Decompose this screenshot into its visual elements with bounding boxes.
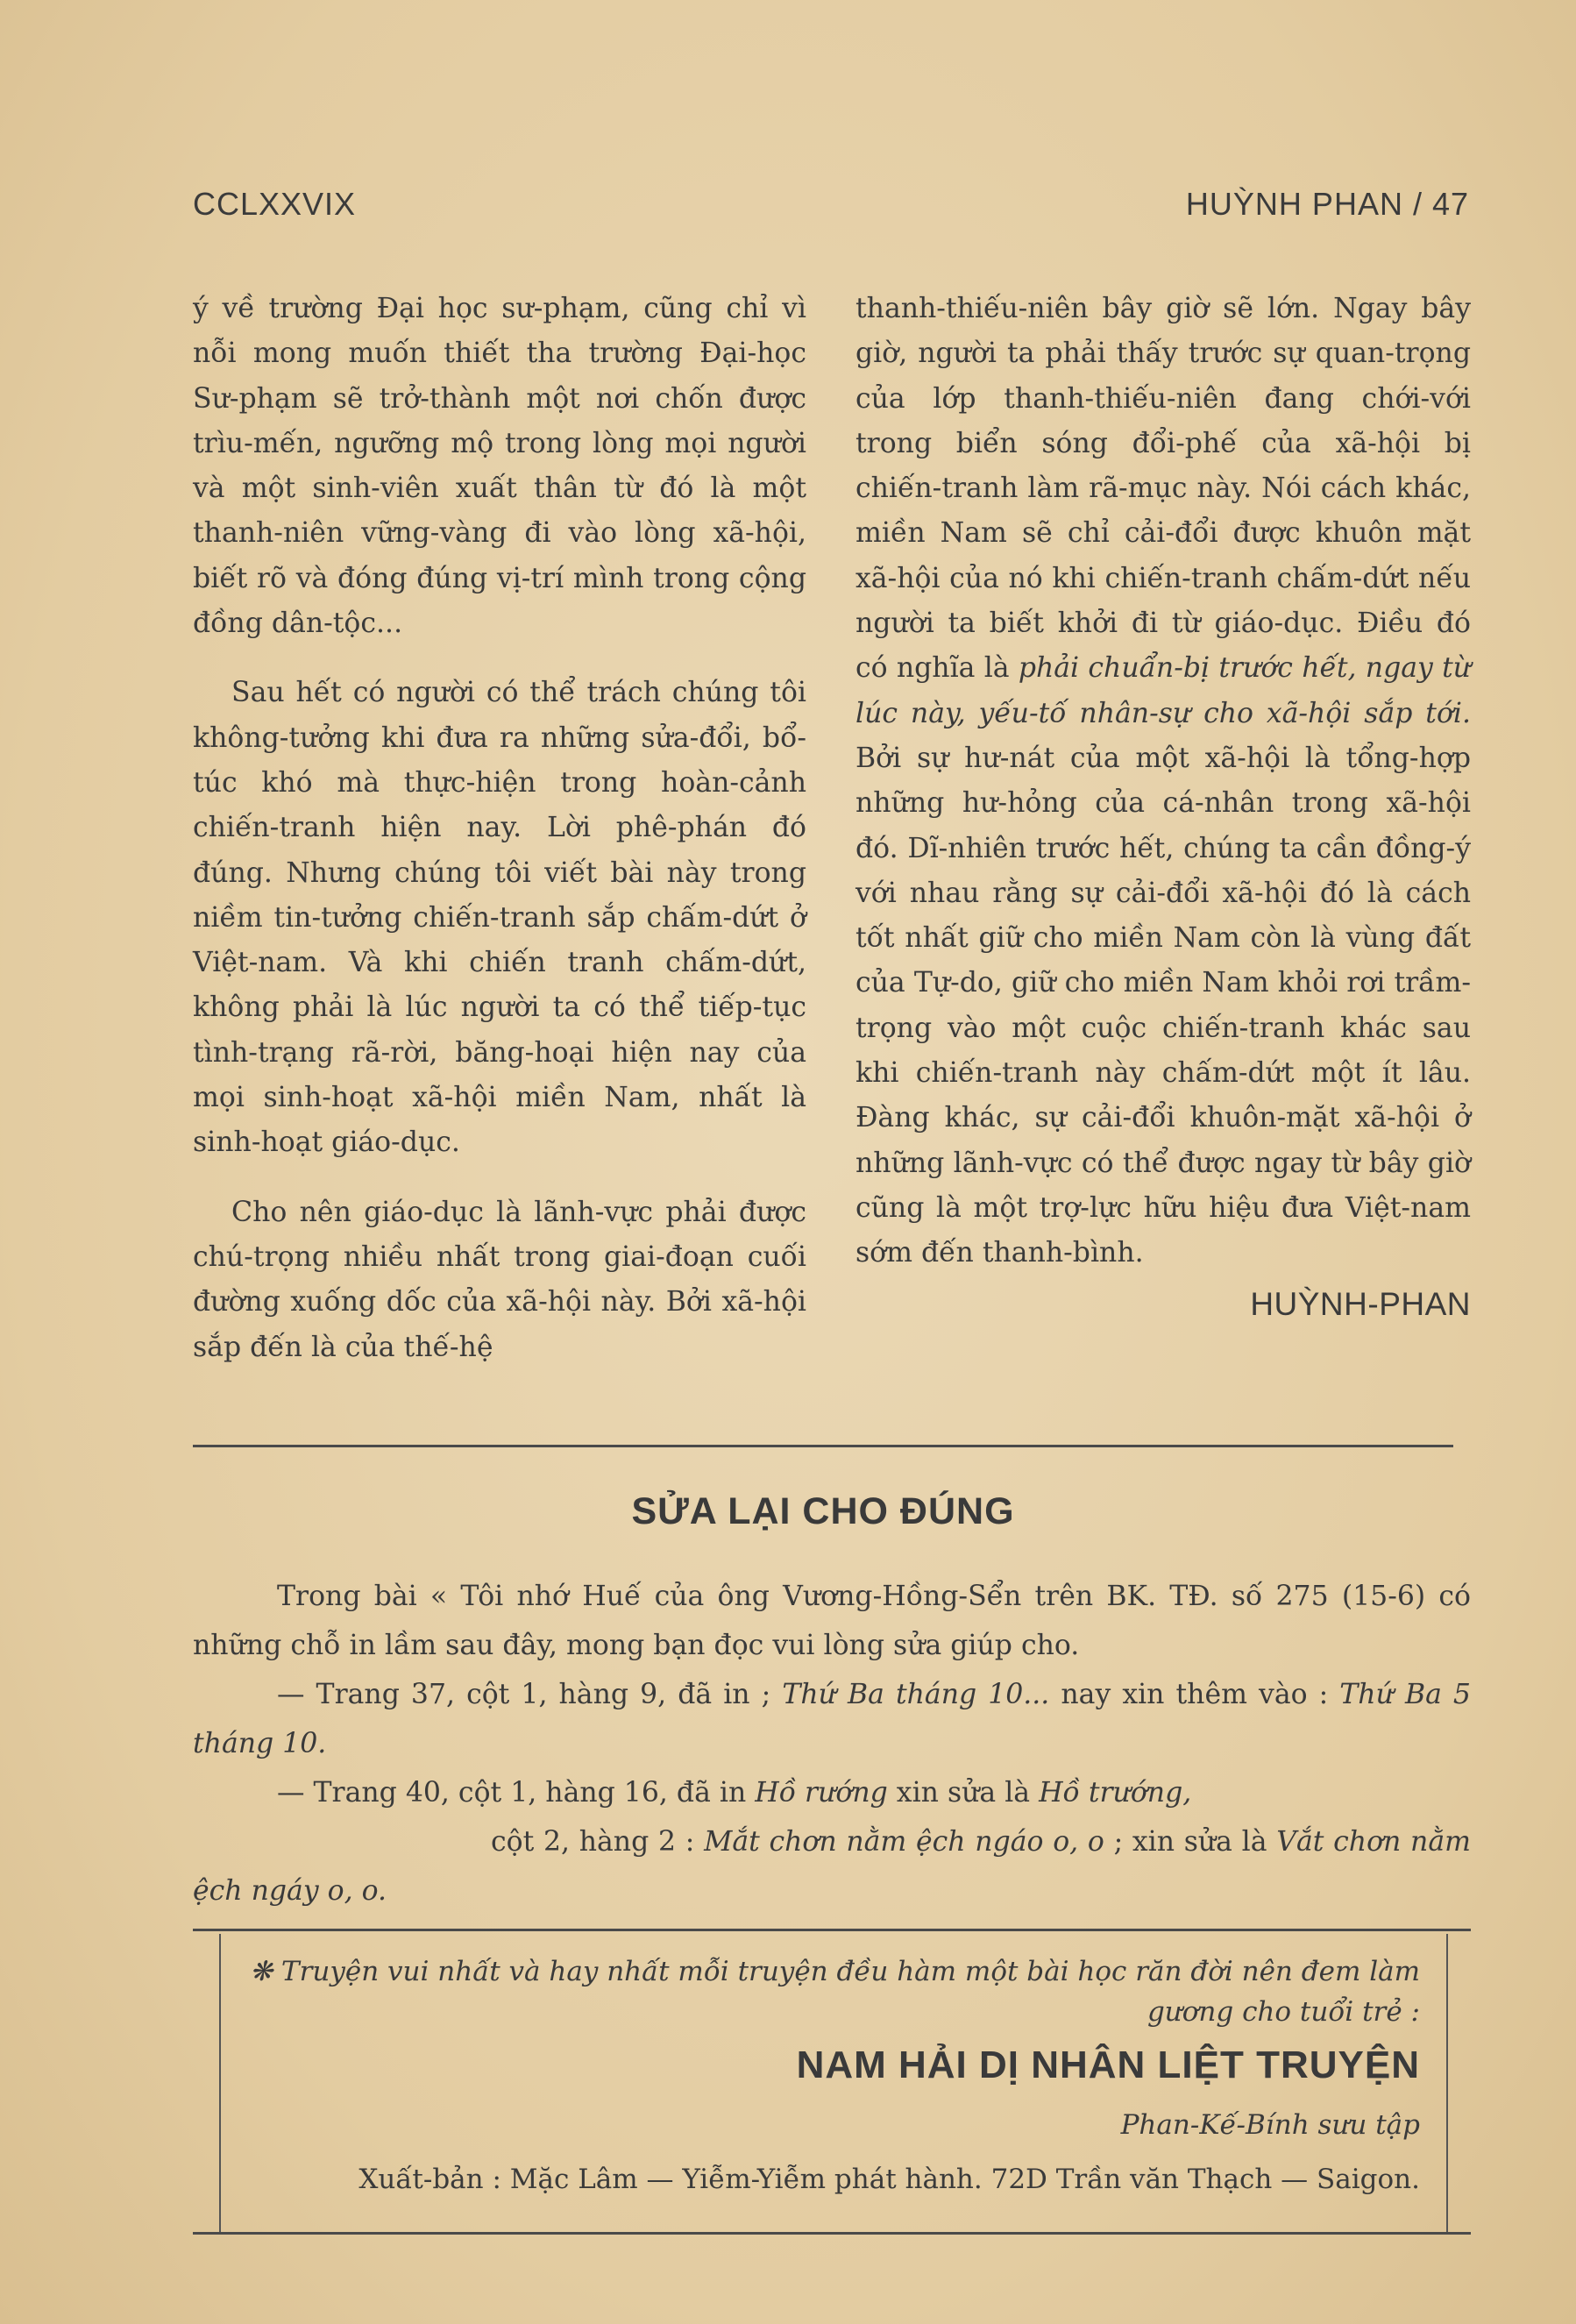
paragraph: ý về trường Đại học sư-phạm, cũng chỉ vì nỗi mong muốn thiết tha trường Đại-học Sư-phạm sẽ trở-thành một nơi chốn được trìu-mến, ngưỡng mộ trong lòng mọi người và một sinh-viên xuất thân từ đó là một thanh-niên vững-vàng đi vào lòng xã-hội, biết rõ và đóng đúng vị-trí mình trong cộng đồng dân-tộc... [193,293,806,640]
author-page-number: HUỲNH PHAN / 47 [1185,186,1469,222]
article-column-left [193,287,806,1370]
text-run: Bởi sự hư-nát của một xã-hội là tổng-hợp những hư-hỏng của cá-nhân trong xã-hội đó. Dĩ-nhiên trước hết, chúng ta cần đồng-ý với nhau rằng sự cải-đổi xã-hội đó là cách tốt nhất giữ cho miền Nam còn là vùng đất của Tự-do, giữ cho miền Nam khỏi rơi trầm-trọng vào một cuộc chiến-tranh khác sau khi chiến-tranh này chấm-dứt một ít lâu. Đàng khác, sự cải-đổi khuôn-mặt xã-hội ở những lãnh-vực có thể được ngay từ bây giờ cũng là một trợ-lực hữu hiệu đưa Việt-nam sớm đến thanh-bình. [855,742,1471,1269]
page-code: CCLXXVIX [193,186,357,222]
divider [193,2232,1471,2235]
ad-compiler: Phan-Kế-Bính sưu tập [1120,2109,1420,2141]
article-column-right [855,287,1471,1326]
correction-item [193,1768,1471,1817]
divider [193,1929,1471,1931]
corrections-intro: Trong bài « Tôi nhớ Huế của ông Vương-Hồng-Sển trên BK. TĐ. số 275 (15-6) có những chỗ in lầm sau đây, mong bạn đọc vui lòng sửa giúp cho. [193,1581,1471,1661]
corrections-body [193,1572,1471,1915]
text-run: — Trang 40, cột 1, hàng 16, đã in [277,1777,756,1809]
book-advertisement [219,1934,1448,2232]
text-run: — Trang 37, cột 1, hàng 9, đã in ; [277,1679,783,1710]
author-signature: HUỲNH-PHAN [1250,1285,1471,1322]
paragraph: Cho nên giáo-dục là lãnh-vực phải được chú-trọng nhiều nhất trong giai-đoạn cuối đường xuống dốc của xã-hội này. Bởi xã-hội sắp đến là của thế-hệ [193,1196,806,1363]
running-header [193,186,1469,231]
corrected-text: Vắt chơn nằm ệch ngáy o, o. [193,1826,1471,1907]
correction-item [193,1670,1471,1768]
text-run: nay xin thêm vào : [1049,1679,1340,1710]
wrong-text: Hồ rướng [755,1777,888,1809]
wrong-text: Mắt chơn nằm ệch ngáo o, o [704,1826,1104,1858]
correction-item [193,1817,1471,1915]
text-run: cột 2, hàng 2 : [491,1826,705,1858]
ad-publisher: Xuất-bản : Mặc Lâm — Yiễm-Yiễm phát hành. 72D Trần văn Thạch — Saigon. [359,2164,1420,2195]
paragraph: Sau hết có người có thể trách chúng tôi không-tưởng khi đưa ra những sửa-đổi, bổ-túc khó mà thực-hiện trong hoàn-cảnh chiến-tranh hiện nay. Lời phê-phán đó đúng. Nhưng chúng tôi viết bài này trong niềm tin-tưởng chiến-tranh sắp chấm-dứt ở Việt-nam. Và khi chiến tranh chấm-dứt, không phải là lúc người ta có thể tiếp-tục tình-trạng rã-rời, băng-hoại hiện nay của mọi sinh-hoạt xã-hội miền Nam, nhất là sinh-hoạt giáo-dục. [193,677,806,1159]
ad-book-title: NAM HẢI DỊ NHÂN LIỆT TRUYỆN [796,2043,1420,2086]
wrong-text: Thứ Ba tháng 10... [782,1679,1050,1710]
emphasis-text: phải chuẩn-bị trước hết, ngay từ lúc này, yếu-tố nhân-sự cho xã-hội sắp tới. [855,652,1472,729]
divider [193,1445,1453,1447]
corrections-title: SỬA LẠI CHO ĐÚNG [631,1490,1015,1532]
paragraph [855,287,1471,1276]
corrected-text: Hồ trướng, [1039,1777,1192,1809]
corrected-text: Thứ Ba 5 tháng 10. [193,1679,1471,1759]
ad-tagline: ❋ Truyện vui nhất và hay nhất mỗi truyện đều hàm một bài học răn đời nên đem làm gương cho tuổi trẻ : [250,1956,1420,2028]
text-run: ; xin sửa là [1104,1826,1277,1858]
text-run: xin sửa là [887,1777,1040,1809]
text-run: thanh-thiếu-niên bây giờ sẽ lớn. Ngay bây giờ, người ta phải thấy trước sự quan-trọng của lớp thanh-thiếu-niên đang chới-với trong biển sóng đổi-phế của xã-hội bị chiến-tranh làm rã-mục này. Nói cách khác, miền Nam sẽ chỉ cải-đổi được khuôn mặt xã-hội của nó khi chiến-tranh chấm-dứt nếu người ta biết khởi đi từ giáo-dục. Điều đó có nghĩa là [855,293,1471,685]
